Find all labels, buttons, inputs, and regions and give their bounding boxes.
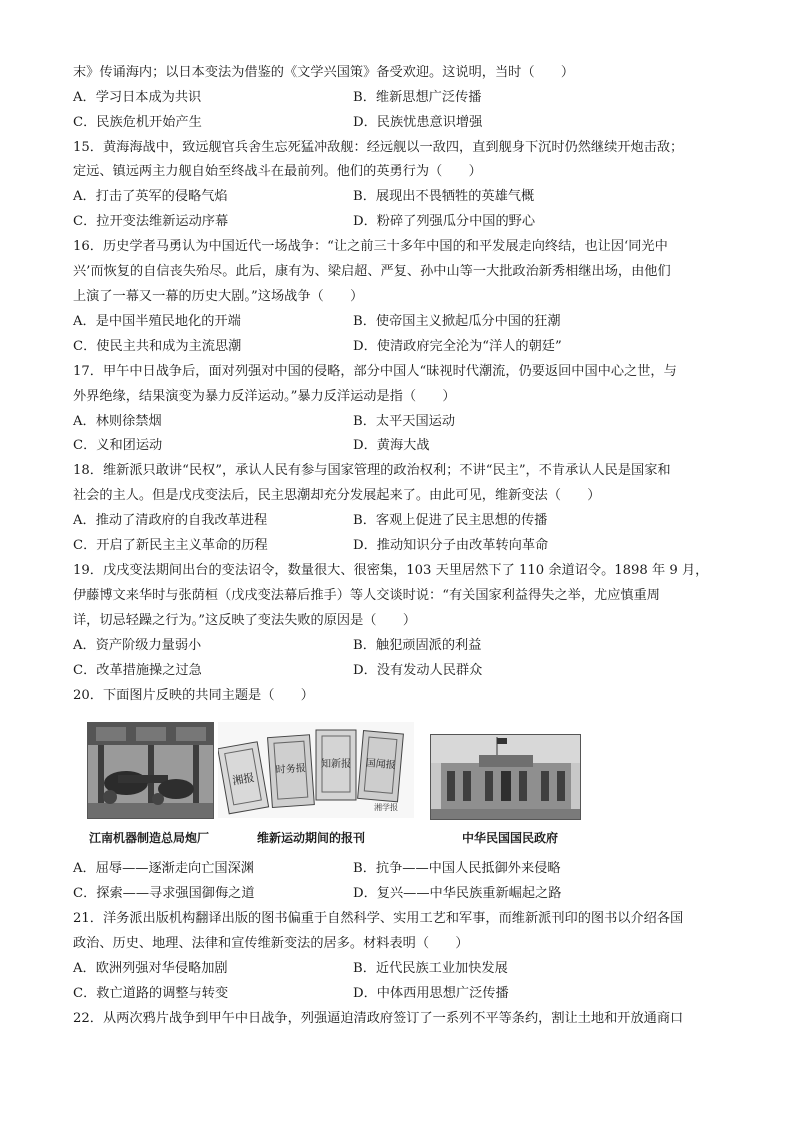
q15-option-d[interactable]: D．粉碎了列强瓜分中国的野心 (353, 214, 536, 229)
q19-stem-line: 伊藤博文来华时与张荫桓（戊戌变法幕后推手）等人交谈时说：“有关国家利益得失之举，尤应慎重周 (73, 588, 660, 603)
q18-option-c[interactable]: C．开启了新民主主义革命的历程 (73, 538, 268, 553)
q19-option-b[interactable]: B．触犯顽固派的利益 (353, 638, 482, 653)
q16-stem-line: 兴’而恢复的自信丧失殆尽。此后，康有为、梁启超、严复、孙中山等一大批政治新秀相继出场，由他们 (73, 264, 671, 279)
q18-stem-line: 18．维新派只敢讲“民权”，承认人民有参与国家管理的政治权利；不讲“民主”，不肯承认人民是国家和 (73, 463, 671, 478)
q21-stem-line: 政治、历史、地理、法律和宣传维新变法的居多。材料表明（ ） (73, 936, 469, 951)
q17-option-c[interactable]: C．义和团运动 (73, 438, 163, 453)
q14-option-c[interactable]: C．民族危机开始产生 (73, 115, 202, 130)
q18-stem-line: 社会的主人。但是戊戌变法后，民主思潮却充分发展起来了。由此可见，维新变法（ ） (73, 488, 601, 503)
q14-option-d[interactable]: D．民族忧患意识增强 (353, 115, 483, 130)
q14-option-a[interactable]: A．学习日本成为共识 (73, 90, 202, 105)
arsenal-caption: 江南机器制造总局炮厂 (89, 831, 210, 845)
q20-stem-line: 20．下面图片反映的共同主题是（ ） (73, 688, 314, 703)
q15-option-b[interactable]: B．展现出不畏牺牲的英雄气概 (353, 189, 535, 204)
q16-option-d[interactable]: D．使清政府完全沦为“洋人的朝廷” (353, 339, 562, 354)
q18-option-a[interactable]: A．推动了清政府的自我改革进程 (73, 513, 268, 528)
q20-option-b[interactable]: B．抗争——中国人民抵御外来侵略 (353, 861, 561, 876)
q15-stem-line: 15．黄海海战中，致远舰官兵舍生忘死猛冲敌舰：经远舰以一敌四，直到舰身下沉时仍然继续开炮击敌； (73, 140, 684, 155)
q16-option-b[interactable]: B．使帝国主义掀起瓜分中国的狂潮 (353, 314, 561, 329)
q19-option-d[interactable]: D．没有发动人民群众 (353, 663, 483, 678)
q19-option-a[interactable]: A．资产阶级力量弱小 (73, 638, 202, 653)
government-caption: 中华民国国民政府 (462, 831, 559, 845)
q14-stem-line: 末》传诵海内；以日本变法为借鉴的《文学兴国策》备受欢迎。这说明，当时（ ） (73, 65, 575, 80)
arsenal-photo-illustration (88, 723, 213, 818)
q21-option-a[interactable]: A．欧洲列强对华侵略加剧 (73, 961, 228, 976)
arsenal-photo (87, 722, 214, 819)
q15-option-c[interactable]: C．拉开变法维新运动序幕 (73, 214, 229, 229)
q17-stem-line: 外界绝缘，结果演变为暴力反洋运动。”暴力反洋运动是指（ ） (73, 389, 456, 404)
q17-option-b[interactable]: B．太平天国运动 (353, 414, 456, 429)
q17-option-d[interactable]: D．黄海大战 (353, 438, 430, 453)
q20-option-a[interactable]: A．屈辱——逐渐走向亡国深渊 (73, 861, 254, 876)
newspapers-photo (218, 722, 414, 818)
q21-stem-line: 21．洋务派出版机构翻译出版的图书偏重于自然科学、实用工艺和军事，而维新派刊印的图书以介绍各国 (73, 911, 684, 926)
q19-stem-line: 19．戊戌变法期间出台的变法诏令，数量很大、很密集，103 天里居然下了 110 余道诏令。1898 年 9 月， (73, 563, 709, 578)
q21-option-c[interactable]: C．救亡道路的调整与转变 (73, 986, 229, 1001)
newspaper-title: 国闻报 (365, 757, 397, 772)
q20-option-d[interactable]: D．复兴——中华民族重新崛起之路 (353, 886, 562, 901)
newspaper-title: 时务报 (275, 763, 307, 777)
q16-option-c[interactable]: C．使民主共和成为主流思潮 (73, 339, 242, 354)
q15-option-a[interactable]: A．打击了英军的侵略气焰 (73, 189, 228, 204)
newspaper-title: 湘报 (231, 770, 256, 788)
q22-stem-line: 22．从两次鸦片战争到甲午中日战争，列强逼迫清政府签订了一系列不平等条约，割让土地和开放通商口 (73, 1011, 684, 1026)
q15-stem-line: 定远、镇远两主力舰自始至终战斗在最前列。他们的英勇行为（ ） (73, 164, 482, 179)
newspapers-illustration (218, 722, 414, 818)
q19-stem-line: 详，切忌轻躁之行为。”这反映了变法失败的原因是（ ） (73, 613, 417, 628)
q16-stem-line: 上演了一幕又一幕的历史大剧。”这场战争（ ） (73, 289, 364, 304)
newspapers-caption: 维新运动期间的报刊 (257, 831, 366, 845)
q16-option-a[interactable]: A．是中国半殖民地化的开端 (73, 314, 241, 329)
newspaper-title: 知新报 (321, 759, 351, 770)
q20-option-c[interactable]: C．探索——寻求强国御侮之道 (73, 886, 255, 901)
q21-option-b[interactable]: B．近代民族工业加快发展 (353, 961, 508, 976)
q19-option-c[interactable]: C．改革措施操之过急 (73, 663, 202, 678)
q18-option-d[interactable]: D．推动知识分子由改革转向革命 (353, 538, 549, 553)
q17-option-a[interactable]: A．林则徐禁烟 (73, 414, 162, 429)
q21-option-d[interactable]: D．中体西用思想广泛传播 (353, 986, 509, 1001)
q18-option-b[interactable]: B．客观上促进了民主思想的传播 (353, 513, 548, 528)
q14-option-b[interactable]: B．维新思想广泛传播 (353, 90, 482, 105)
newspaper-title: 湘学报 (374, 803, 398, 812)
q16-stem-line: 16．历史学者马勇认为中国近代一场战争：“让之前三十多年中国的和平发展走向终结，也让因‘同光中 (73, 239, 668, 254)
government-building-photo (430, 734, 581, 820)
government-building-illustration (431, 735, 580, 819)
q17-stem-line: 17．甲午中日战争后，面对列强对中国的侵略，部分中国人“昧视时代潮流，仍要返回中国中心之世，与 (73, 364, 677, 379)
